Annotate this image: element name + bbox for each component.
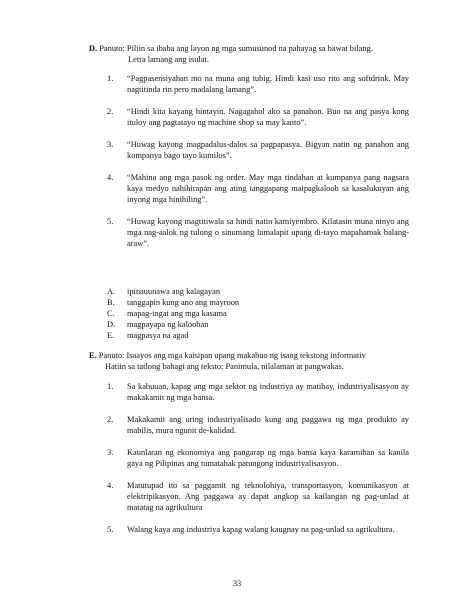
choice-item (89, 319, 409, 330)
item-number: 2. (107, 107, 114, 116)
list-item (89, 106, 409, 128)
section-d-instruction-text: Panuto: Piliin sa ibaba ang layon ng mga sumusunod na pahayag sa bawat bilang. (99, 44, 373, 53)
section-d-items (89, 73, 409, 249)
choice-text: tanggapin kung ano ang mayroon (127, 298, 240, 307)
item-text: “Huwag kayong magtitiwala sa hindi natin kamiyembro. Kilatasin muna ninyo ang mga nag-aalok ng tulong o sinumang lumalapit upang di-tayo mapahamak balang-araw”. (127, 217, 409, 248)
section-e-items (89, 381, 409, 535)
item-number: 4. (107, 173, 114, 182)
item-text: Kaunlaran ng ekonomiya ang pangarap ng mga bansa kaya karamihan sa kanila gaya ng Pilipinas ang tumatahak patungong industriyalisasyon. (127, 448, 409, 468)
item-text: Makakamit ang uring industriyalisado kung ang paggawa ng mga produkto ay mabilis, mura ngunit de-kalidad. (127, 415, 409, 435)
choice-text: magpayapa ng kalooban (127, 320, 209, 329)
item-text: Walang kaya ang industriya kapag walang kaugnay na pag-unlad sa agrikultura. (127, 525, 395, 534)
list-item (89, 381, 409, 403)
item-text: “Huwag kayong magpadalus-dalos sa pagpapasya. Bigyan natin ng panahon ang kompanya bago tayo kumilos”. (127, 140, 409, 160)
choice-item (89, 286, 409, 297)
choice-letter: B. (107, 298, 115, 307)
list-item (89, 172, 409, 205)
item-number: 5. (107, 217, 114, 226)
choice-text: mapag-ingat ang mga kasama (127, 309, 227, 318)
page-number: 33 (232, 579, 242, 588)
choice-text: magpasya na agad (127, 331, 189, 340)
choice-item (89, 330, 409, 341)
item-number: 3. (107, 448, 114, 457)
section-e-instruction-cont: Hatiin sa tatlong bahagi ang teksto: Panimula, nilalaman at pangwakas. (105, 362, 344, 371)
item-number: 5. (107, 525, 114, 534)
item-text: “Pagpasensiyahan mo na muna ang tubig. Hindi kasi uso rito ang softdrink. May nagtitinda rin pero madalang lamang”. (127, 74, 409, 94)
list-item (89, 447, 409, 469)
item-text: “Hindi kita kayang hintayin. Nagagahol ako sa panahon. Buo na ang pasya kong ituloy ang pagtatayo ng machine shop sa may kanto”. (127, 107, 409, 127)
list-item (89, 216, 409, 249)
choice-item (89, 308, 409, 319)
section-d-instruction (89, 43, 409, 54)
item-number: 3. (107, 140, 114, 149)
choice-letter: C. (107, 309, 115, 318)
section-e-instruction-text: Panuto: Isaayos ang mga kaisipan upang makabuo ng isang tekstong informativ (98, 351, 366, 360)
choice-letter: A. (107, 287, 116, 296)
list-item (89, 524, 409, 535)
list-item (89, 480, 409, 513)
choice-letter: D. (107, 320, 116, 329)
section-e-instruction (89, 350, 419, 361)
item-number: 2. (107, 415, 114, 424)
section-e (89, 350, 419, 372)
section-e-letter: E. (89, 351, 97, 360)
item-text: Sa kabuuan, kapag ang mga sektor ng industriya ay matibay, industriyalisasyon ay makakamit ng mga bansa. (127, 382, 409, 402)
item-text: “Mahina ang mga pasok ng order. May mga tindahan at kumpanya pang nagsara kaya medyo nahihirapan ang ating tanggapang maipagkaloob sa kasalukuyan ang inyong mga hinihiling”. (127, 173, 409, 204)
list-item (89, 414, 409, 436)
section-d-letter: D. (89, 44, 98, 53)
choice-letter: E. (107, 331, 115, 340)
item-number: 4. (107, 481, 114, 490)
list-item (89, 139, 409, 161)
section-d (89, 43, 409, 65)
list-item (89, 73, 409, 95)
choice-item (89, 297, 409, 308)
choice-text: ipinauunawa ang kalagayan (127, 287, 221, 296)
item-text: Matutupad ito sa paggamit ng teknolohiya, transportasyon, komunikasyon at elektripikasyon. Ang paggawa ay dapat angkop sa kailangan ng pag-unlad at matatag na agrikultura (127, 481, 409, 512)
item-number: 1. (107, 382, 114, 391)
section-d-instruction-cont: Letra lamang ang isulat. (128, 55, 209, 64)
section-d-choices (89, 286, 409, 341)
item-number: 1. (107, 74, 114, 83)
